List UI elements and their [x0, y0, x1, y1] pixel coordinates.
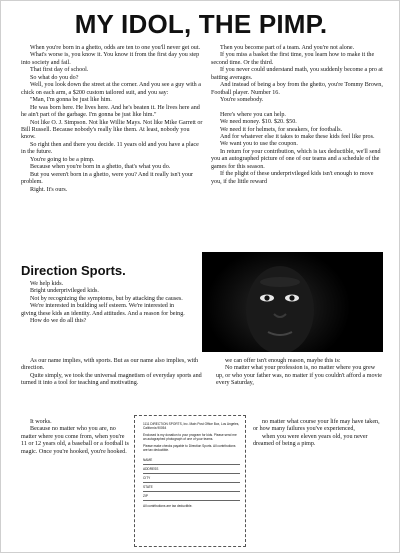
paragraph: We help kids.	[30, 281, 64, 287]
paragraph: when you were eleven years old, you never dreamed of being a pimp.	[253, 433, 368, 448]
paragraph: Because no matter who you are, no matter where you come from, when you're 11 or 12 years old, a baseball or a football is magic. Once you're hooked, you're hooked.	[21, 426, 129, 455]
paragraph: And for whatever else it takes to make these kids feel like pros.	[220, 133, 375, 140]
paragraph: In return for your contribution, which is tax deductible, we'll send you an autographed picture of one of our teams and a schedule of the games for this season.	[211, 148, 381, 170]
paragraph: Because when you're born in a ghetto, that's what you do.	[30, 164, 171, 171]
face-illustration-icon	[202, 252, 383, 352]
headline: MY IDOL, THE PIMP.	[74, 9, 328, 39]
paragraph: Here's where you can help.	[220, 111, 286, 118]
paragraph: Then you become part of a team. And you're not alone.	[220, 45, 355, 51]
paragraph: He was born here. He lives here. And he's beaten it. He lives here and he ain't part of the garbage. I'm gonna be just like him."	[21, 104, 200, 119]
coupon-text: Please make checks payable to Direction Sports. All contributions are tax deductible.	[143, 444, 236, 453]
paragraph: Not by recognizing the symptoms, but by attacking the causes.	[30, 295, 183, 302]
paragraph: So right then and there you decide. 11 years old and you have a place in the future.	[21, 141, 199, 156]
paragraph: We want you to use the coupon.	[220, 141, 298, 148]
paragraph: We're interested in building self esteem. We're interested in giving these kids an identity. And attitudes. And a reason for being.	[21, 303, 185, 317]
paragraph: we can offer isn't enough reason, maybe this is:	[225, 358, 341, 364]
body-column-1	[21, 45, 203, 194]
state-field[interactable]: STATE	[143, 483, 240, 492]
paragraph: And instead of being a boy from the ghetto, you're Tommy Brown, Football player. Number 16.	[211, 82, 383, 96]
paragraph: That first day of school.	[30, 67, 89, 74]
coupon-address: 1111 DIRECTION SPORTS, Inc. Main Post Office Box, Los Angeles, California 90054	[143, 422, 240, 431]
boy-face-photo	[202, 252, 383, 352]
paragraph: But you weren't born in a ghetto, were you? And it really isn't your problem.	[21, 171, 193, 186]
paragraph: If you miss a basket the first time, you learn how to make it the second time. Or the third.	[211, 52, 375, 66]
address-field[interactable]: ADDRESS	[143, 465, 240, 474]
paragraph: So what do you do?	[30, 74, 79, 81]
paragraph: If you never could understand math, you suddenly become a pro at batting averages.	[211, 67, 383, 81]
paragraph: It works.	[30, 419, 52, 425]
body-column-6	[216, 358, 384, 388]
paragraph: You're somebody.	[220, 97, 264, 104]
body-column-5	[21, 419, 131, 456]
body-column-7	[253, 419, 383, 449]
body-column-4	[21, 358, 209, 388]
paragraph: No matter what your profession is, no matter where you grew up, or who your father was, no matter if you couldn't afford a movie every Saturday,	[216, 365, 382, 387]
subheading: Direction Sports.	[21, 263, 126, 278]
paragraph: We need money. $10. $20. $50.	[220, 119, 297, 126]
paragraph: "Man, I'm gonna be just like him.	[30, 97, 112, 104]
donation-coupon[interactable]	[134, 415, 246, 547]
paragraph: If the plight of these underprivileged kids isn't enough to move you, if the little reward	[211, 171, 374, 185]
zip-field[interactable]: ZIP	[143, 492, 240, 501]
name-field[interactable]: NAME	[143, 456, 240, 465]
paragraph: Bright underprivileged kids.	[30, 288, 99, 295]
paragraph: Well, you look down the street at the corner. And you see a guy with a chick on each arm, a $200 custom tailored suit, and you say:	[21, 82, 201, 96]
paragraph: As our name implies, with sports. But as our name also implies, with direction.	[21, 358, 199, 372]
paragraph: Not like O. J. Simpson. Not like Willie Mays. Not like Mike Garrett or Bill Russell. Because nobody's really like them. At least, nobody you know.	[21, 119, 203, 141]
paragraph: We need it for helmets, for sneakers, for footballs.	[220, 126, 343, 133]
paragraph: How do we do all this?	[30, 318, 87, 325]
paragraph: Right. It's ours.	[30, 186, 68, 193]
paragraph: When you're born in a ghetto, odds are ten to one you'll never get out.	[30, 45, 201, 51]
body-column-2	[211, 45, 383, 186]
paragraph: What's worse is, you know it. You know it from the first day you step into society and fail.	[21, 52, 200, 66]
paragraph: Quite simply, we took the universal magnetism of everyday sports and turned it into a tool for teaching and motivating.	[21, 372, 202, 387]
paragraph: no matter what course your life may have taken, or how many failures you've experienced,	[253, 419, 380, 433]
coupon-text: Enclosed is my donation to your program for kids. Please send me an autographed photograph of one of your teams.	[143, 433, 237, 442]
coupon-footer: All contributions are tax deductible.	[143, 503, 193, 508]
body-column-3	[21, 281, 191, 326]
paragraph: You're going to be a pimp.	[30, 156, 95, 163]
city-field[interactable]: CITY	[143, 474, 240, 483]
